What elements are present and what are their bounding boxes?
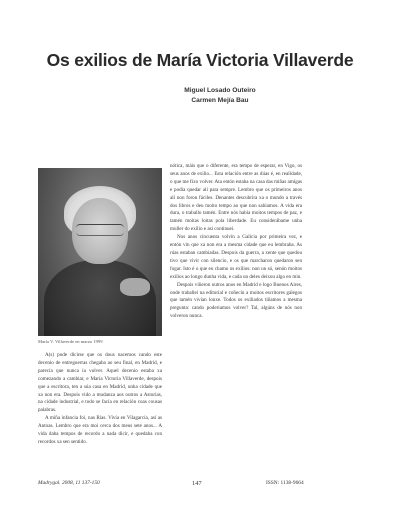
paragraph: A(s) pode dicirse que os dous nacemos cando este decenio de entreguerras chegaba ao seu final, en Madrid, e parecía que nunca ía volver. Aquel decenio estaba xa comezando a cambiar, e María Victoria Villaverde, despois que a escritora, ten a súa casa en Madrid, unha cidade que xa non era. Despois vido a mudanza aos outros a Asturias, na cidade industrial, e todo se facía en relación coas cousas palabras. — [38, 352, 162, 414]
paragraph: A miña infancia foi, nas Rías. Vivía en Vilagarcía, así as Antoas. Lembro que era moi cerca dos meus sete anos... A vida daba tempos de recordo a nada dicir, e quedaba con recordos xa sen sentido. — [38, 415, 162, 445]
paragraph: nótica, máis que o diferente, era tempo de esperar, en Vigo, os seus anos de exilio... Esta relación entre as dúas é, en realidade, o que me fixo volver. Ata entón estaba na casa das miñas amigas e podía quedar alí para sempre. Lembro que os primeiros anos alí non foron fáciles. Denantes descubrira xa o mundo a través dos libros e deu moito tempo ao que non sabiamos. A vida era dura, o traballo tamén. Entre nós había moitos tempos de paz, e tamén moitas loitas pola liberdade. Eu considerábame unha muller do exilio e así continuei. — [170, 163, 302, 233]
text-column-right — [170, 163, 302, 321]
portrait-glasses — [76, 224, 124, 236]
photo-caption: María V. Villaverde en marzo 1999 — [38, 339, 103, 344]
portrait-body — [44, 260, 156, 336]
portrait-photo — [38, 168, 162, 336]
article-title: Os exilios de María Victoria Villaverde — [46, 50, 354, 70]
portrait-hand — [120, 278, 150, 296]
paragraph: Nos anos cincuenta volvín a Galicia por primeira vez, e entón vin que xa non era a mesma cidade que eu lembraba. As rúas estaban cambiadas. Despois da guerra, a xente que quedou tivo que vivir con silencio, e os que marcharon quedaron sen fogar. Isto é o que eu chamo os exilios: non un só, senón moitos exilios ao longo dunha vida, e cada un deles deixou algo en min. — [170, 234, 302, 280]
author-name: Carmen Mejía Bau — [191, 97, 249, 104]
author-name: Miguel Losado Outeiro — [184, 87, 256, 94]
issn: ISSN: 1138-9664 — [266, 480, 304, 486]
journal-reference: Madrygal. 2008, 11 137-150 — [38, 480, 100, 486]
page-number: 147 — [192, 480, 202, 487]
text-column-left — [38, 352, 162, 447]
paragraph: Despois viñeron outros anos en Madrid e logo Buenos Aires, onde traballei na editorial e coñecín a moitos escritores galegos que tamén vivían lonxe. Todos os exiliados tiñamos a mesma pregunta: cando poderiamos volver? Tal, algúns de nós non volveron nunca. — [170, 281, 302, 320]
